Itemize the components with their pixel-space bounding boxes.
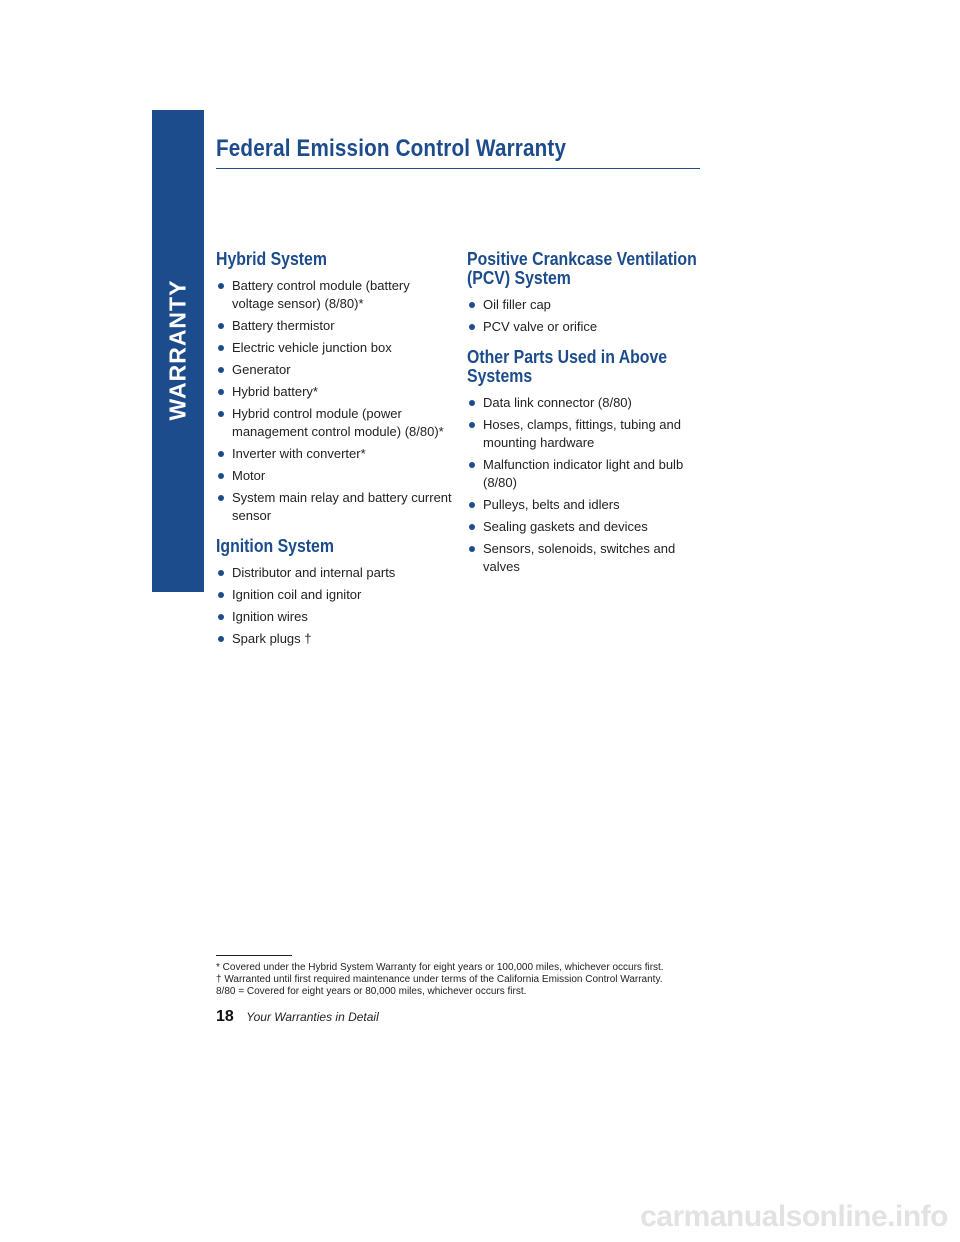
bullet-icon	[469, 422, 475, 428]
footnote: * Covered under the Hybrid System Warranty for eight years or 100,000 miles, whichever occurs first.	[216, 962, 664, 973]
list-item	[467, 318, 703, 336]
section-heading-line: Positive Crankcase Ventilation	[467, 249, 697, 269]
section-pcv-system	[467, 250, 703, 336]
bullet-icon	[469, 462, 475, 468]
list-item	[216, 339, 452, 357]
bullet-icon	[469, 524, 475, 530]
list-item	[216, 405, 452, 441]
side-tab-label-wrap	[152, 110, 204, 592]
list-item	[216, 445, 452, 463]
list-item-text: Motor	[232, 468, 266, 483]
page-number: 18	[216, 1008, 234, 1025]
footnotes	[216, 962, 736, 998]
bullet-icon	[218, 389, 224, 395]
list-item-text: PCV valve or orifice	[483, 319, 598, 334]
list-item	[216, 277, 452, 313]
bullet-icon	[218, 345, 224, 351]
list-item-text: Sensors, solenoids, switches and valves	[483, 541, 676, 574]
list-item	[216, 361, 452, 379]
section-heading-line: (PCV) System	[467, 268, 571, 288]
page-title: Federal Emission Control Warranty	[216, 135, 567, 162]
list-item	[467, 416, 703, 452]
bullet-icon	[218, 592, 224, 598]
footnote-divider	[216, 955, 292, 956]
section-heading	[467, 348, 675, 386]
list-item-text: Hybrid battery*	[232, 384, 318, 399]
list-item	[467, 394, 703, 412]
list-item	[216, 467, 452, 485]
list-item-text: Hybrid control module (power management control module) (8/80)*	[232, 406, 444, 439]
bullet-icon	[469, 546, 475, 552]
list-item-text: Ignition coil and ignitor	[232, 587, 362, 602]
section-ignition-system	[216, 537, 452, 648]
list-item-text: Spark plugs †	[232, 631, 312, 646]
section-heading	[467, 249, 697, 288]
list-item	[216, 586, 452, 604]
list-item-text: Ignition wires	[232, 609, 308, 624]
page-caption: Your Warranties in Detail	[246, 1010, 379, 1024]
section-hybrid-system	[216, 250, 452, 525]
bullet-icon	[469, 400, 475, 406]
side-tab-label: WARRANTY	[164, 279, 191, 421]
list-item	[467, 540, 703, 576]
list-item-text: Malfunction indicator light and bulb (8/80)	[483, 457, 684, 490]
list-item-text: Distributor and internal parts	[232, 565, 396, 580]
bullet-list	[216, 564, 452, 648]
list-item-text: Electric vehicle junction box	[232, 340, 392, 355]
list-item	[216, 317, 452, 335]
bullet-icon	[469, 324, 475, 330]
bullet-icon	[218, 636, 224, 642]
list-item-text: Battery control module (battery voltage sensor) (8/80)*	[232, 278, 410, 311]
side-tab	[152, 110, 204, 592]
section-heading: Hybrid System	[216, 249, 327, 269]
list-item-text: Sealing gaskets and devices	[483, 519, 648, 534]
list-item	[467, 518, 703, 536]
list-item	[467, 456, 703, 492]
bullet-icon	[218, 614, 224, 620]
list-item-text: Data link connector (8/80)	[483, 395, 632, 410]
bullet-icon	[218, 473, 224, 479]
list-item	[467, 296, 703, 314]
list-item	[216, 383, 452, 401]
list-item	[216, 489, 452, 525]
footnote: 8/80 = Covered for eight years or 80,000 miles, whichever occurs first.	[216, 986, 527, 997]
bullet-list	[467, 296, 703, 336]
title-divider	[216, 168, 700, 169]
right-column	[467, 250, 703, 588]
bullet-list	[216, 277, 452, 525]
list-item	[467, 496, 703, 514]
list-item-text: Hoses, clamps, fittings, tubing and mounting hardware	[483, 417, 681, 450]
list-item-text: Battery thermistor	[232, 318, 335, 333]
section-heading-line: Systems	[467, 366, 533, 386]
list-item	[216, 630, 452, 648]
section-other-parts	[467, 348, 703, 576]
bullet-icon	[218, 323, 224, 329]
bullet-icon	[218, 451, 224, 457]
footnote: † Warranted until first required maintenance under terms of the California Emission Control Warranty.	[216, 974, 663, 985]
bullet-icon	[469, 502, 475, 508]
list-item-text: Pulleys, belts and idlers	[483, 497, 620, 512]
list-item	[216, 608, 452, 626]
list-item-text: Oil filler cap	[483, 297, 551, 312]
bullet-icon	[218, 495, 224, 501]
page-footer	[216, 1008, 379, 1026]
bullet-icon	[218, 570, 224, 576]
bullet-list	[467, 394, 703, 576]
section-heading: Ignition System	[216, 536, 334, 556]
bullet-icon	[218, 411, 224, 417]
list-item	[216, 564, 452, 582]
left-column	[216, 250, 452, 660]
list-item-text: Generator	[232, 362, 291, 377]
bullet-icon	[218, 367, 224, 373]
watermark: carmanualsonline.info	[640, 1200, 948, 1233]
list-item-text: System main relay and battery current sensor	[232, 490, 452, 523]
section-heading-line: Other Parts Used in Above	[467, 347, 668, 367]
bullet-icon	[218, 283, 224, 289]
bullet-icon	[469, 302, 475, 308]
list-item-text: Inverter with converter*	[232, 446, 366, 461]
